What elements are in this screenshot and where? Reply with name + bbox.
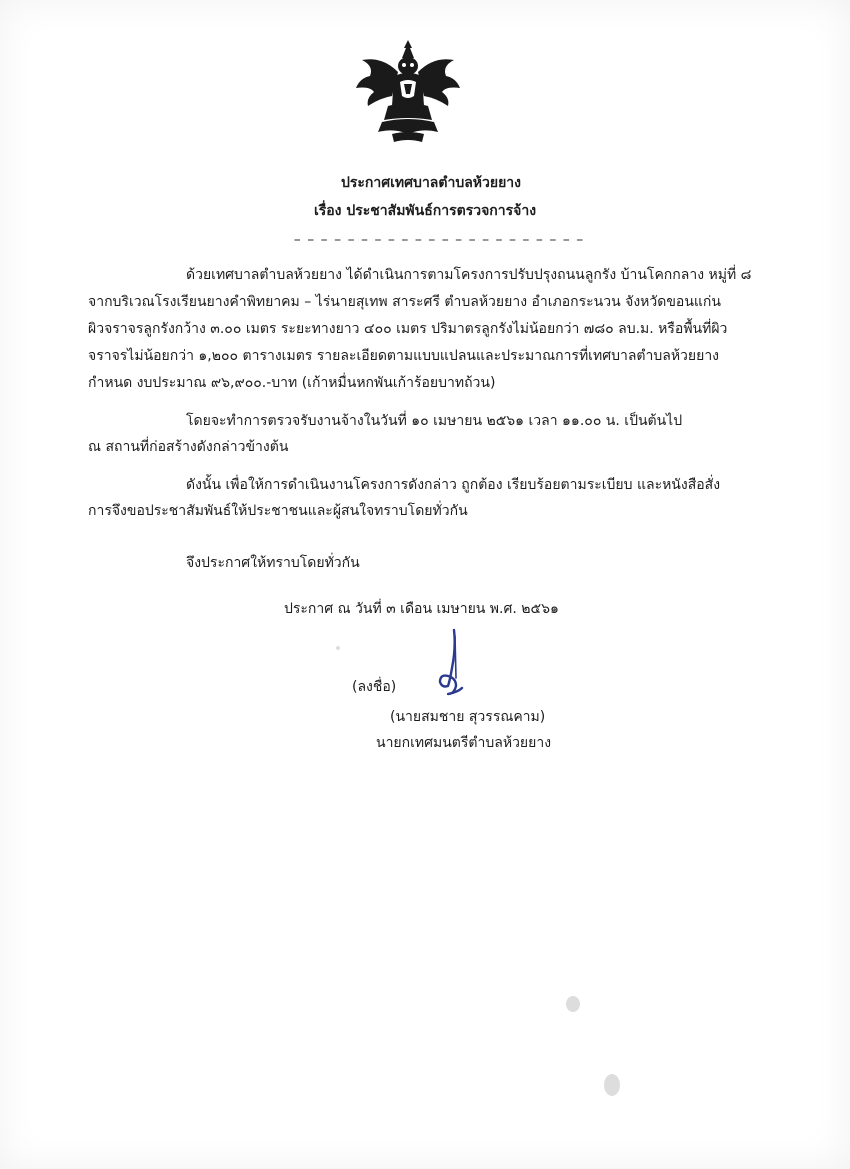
announcement-subject: เรื่อง ประชาสัมพันธ์การตรวจการจ้าง <box>313 203 537 219</box>
paragraph-2-line-2: ณ สถานที่ก่อสร้างดังกล่าวข้างต้น <box>88 439 289 455</box>
closing-statement: จึงประกาศให้ทราบโดยทั่วกัน <box>186 555 360 571</box>
announcement-date: ประกาศ ณ วันที่ ๓ เดือน เมษายน พ.ศ. ๒๕๖๑ <box>284 601 559 617</box>
paragraph-3-line-2: การจึงขอประชาสัมพันธ์ให้ประชาชนและผู้สนใจทราบโดยทั่วกัน <box>88 503 468 519</box>
header-divider: – – – – – – – – – – – – – – – – – – – – – – <box>293 232 585 248</box>
scan-speck <box>604 1074 620 1096</box>
signatory-name: (นายสมชาย สุวรรณคาม) <box>390 709 546 725</box>
paragraph-1-line-3: ผิวจราจรลูกรังกว้าง ๓.๐๐ เมตร ระยะทางยาว ๔๐๐ เมตร ปริมาตรลูกรังไม่น้อยกว่า ๗๘๐ ลบ.ม. หรือพื้นที่ผิว <box>88 321 728 337</box>
announcement-title: ประกาศเทศบาลตำบลห้วยยาง <box>341 175 521 191</box>
paragraph-3-line-1: ดังนั้น เพื่อให้การดำเนินงานโครงการดังกล่าว ถูกต้อง เรียบร้อยตามระเบียบ และหนังสือสั่ง <box>186 477 721 493</box>
paragraph-1-line-5: กำหนด งบประมาณ ๙๖,๙๐๐.-บาท (เก้าหมื่นหกพันเก้าร้อยบาทถ้วน) <box>88 375 496 391</box>
scan-speck <box>336 646 340 650</box>
paragraph-2-line-1: โดยจะทำการตรวจรับงานจ้างในวันที่ ๑๐ เมษายน ๒๕๖๑ เวลา ๑๑.๐๐ น. เป็นต้นไป <box>186 413 683 429</box>
sign-label: (ลงชื่อ) <box>352 679 397 695</box>
paragraph-1-line-1: ด้วยเทศบาลตำบลห้วยยาง ได้ดำเนินการตามโครงการปรับปรุงถนนลูกรัง บ้านโคกกลาง หมู่ที่ ๘ <box>186 267 752 283</box>
signatory-position: นายกเทศมนตรีตำบลห้วยยาง <box>376 735 552 751</box>
scan-speck <box>566 996 580 1012</box>
paragraph-1-line-2: จากบริเวณโรงเรียนยางคำพิทยาคม – ไร่นายสุเทพ สาระศรี ตำบลห้วยยาง อำเภอกระนวน จังหวัดขอนแก่น <box>88 294 721 310</box>
paragraph-1-line-4: จราจรไม่น้อยกว่า ๑,๒๐๐ ตารางเมตร รายละเอียดตามแบบแปลนและประมาณการที่เทศบาลตำบลห้วยยาง <box>88 348 720 364</box>
garuda-emblem <box>352 36 464 144</box>
handwritten-signature <box>434 628 468 698</box>
